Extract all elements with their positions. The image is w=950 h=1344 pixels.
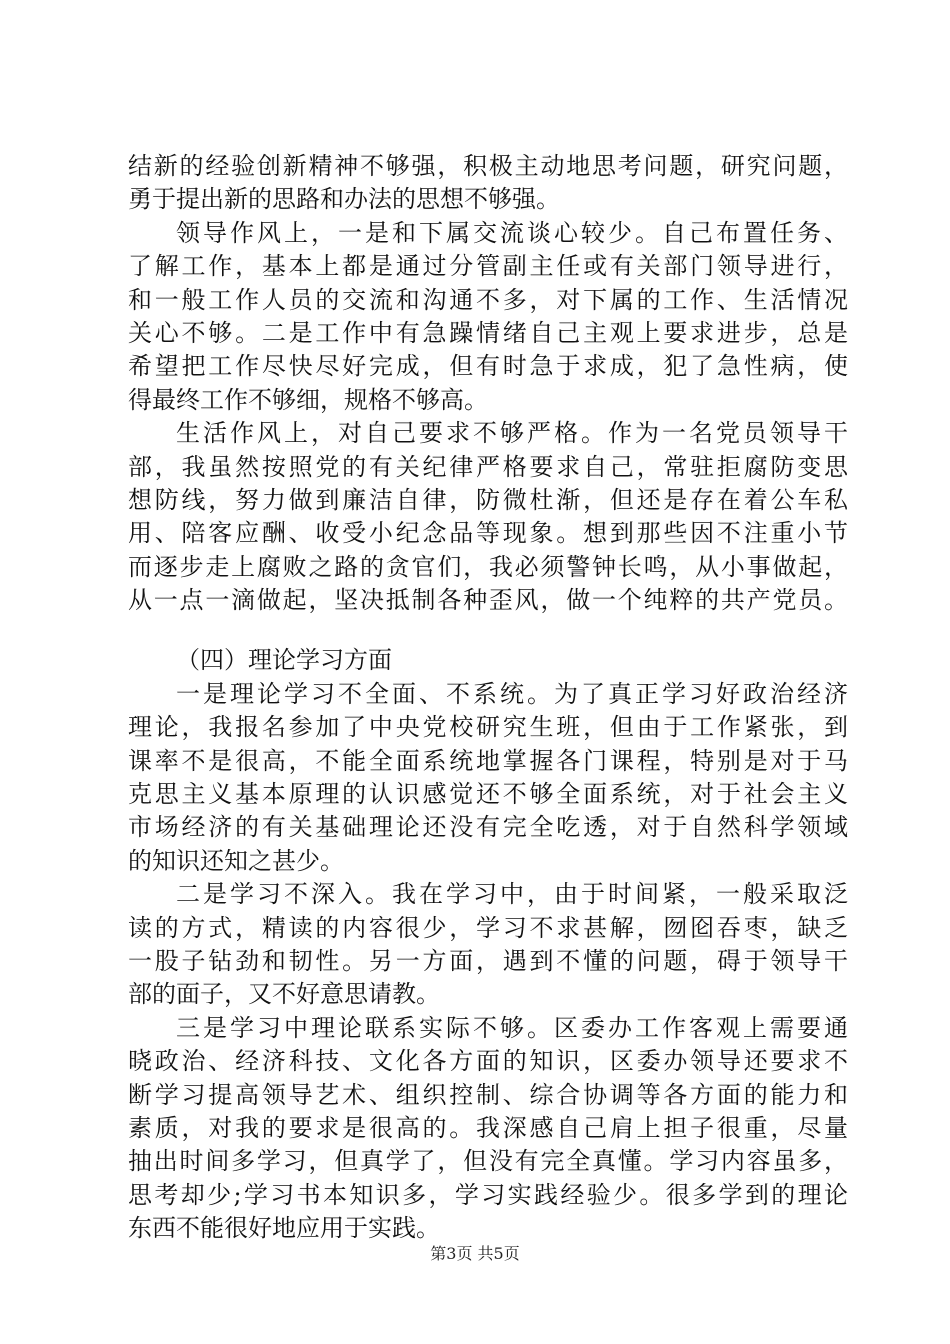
text-line: 了解工作，基本上都是通过分管副主任或有关部门领导进行，	[128, 252, 848, 281]
text-line: 抽出时间多学习，但真学了，但没有完全真懂。学习内容虽多，	[128, 1147, 848, 1176]
text-line: 的知识还知之甚少。	[128, 846, 344, 875]
paragraph-start-line: 领导作风上，一是和下属交流谈心较少。自己布置任务、	[176, 218, 848, 247]
text-line: 和一般工作人员的交流和沟通不多，对下属的工作、生活情况	[128, 285, 848, 314]
paragraph-start-line: 生活作风上，对自己要求不够严格。作为一名党员领导干	[176, 419, 848, 448]
text-line: 市场经济的有关基础理论还没有完全吃透，对于自然科学领域	[128, 813, 848, 842]
text-line: 读的方式，精读的内容很少，学习不求甚解，囫囵吞枣，缺乏	[128, 913, 848, 942]
text-line: 关心不够。二是工作中有急躁情绪自己主观上要求进步，总是	[128, 318, 848, 347]
text-line: 东西不能很好地应用于实践。	[128, 1214, 440, 1243]
section-heading: （四）理论学习方面	[176, 646, 392, 675]
page-number-footer: 第3页 共5页	[430, 1244, 520, 1263]
document-body	[128, 150, 848, 1246]
text-line: 希望把工作尽快尽好完成，但有时急于求成，犯了急性病，使	[128, 352, 848, 381]
text-line: 部，我虽然按照党的有关纪律严格要求自己，常驻拒腐防变思	[128, 452, 848, 481]
text-line: 断学习提高领导艺术、组织控制、综合协调等各方面的能力和	[128, 1080, 848, 1109]
text-line: 晓政治、经济科技、文化各方面的知识，区委办领导还要求不	[128, 1047, 848, 1076]
text-line: 课率不是很高，不能全面系统地掌握各门课程，特别是对于马	[128, 746, 848, 775]
section-gap	[128, 617, 848, 644]
text-line: 素质，对我的要求是很高的。我深感自己肩上担子很重，尽量	[128, 1113, 848, 1142]
paragraph-start-line: 三是学习中理论联系实际不够。区委办工作客观上需要通	[176, 1013, 848, 1042]
text-line: 一股子钻劲和韧性。另一方面，遇到不懂的问题，碍于领导干	[128, 946, 848, 975]
text-line: 用、陪客应酬、收受小纪念品等现象。想到那些因不注重小节	[128, 519, 848, 548]
paragraph-start-line: 一是理论学习不全面、不系统。为了真正学习好政治经济	[176, 679, 848, 708]
text-line: 部的面子，又不好意思请教。	[128, 980, 440, 1009]
text-line: 克思主义基本原理的认识感觉还不够全面系统，对于社会主义	[128, 780, 848, 809]
text-line: 勇于提出新的思路和办法的思想不够强。	[128, 185, 560, 214]
text-line: 而逐步走上腐败之路的贪官们，我必须警钟长鸣，从小事做起，	[128, 552, 848, 581]
text-line: 从一点一滴做起，坚决抵制各种歪风，做一个纯粹的共产党员。	[128, 586, 848, 615]
paragraph-start-line: 二是学习不深入。我在学习中，由于时间紧，一般采取泛	[176, 880, 848, 909]
text-line: 结新的经验创新精神不够强，积极主动地思考问题，研究问题，	[128, 152, 848, 180]
text-line: 思考却少;学习书本知识多，学习实践经验少。很多学到的理论	[128, 1180, 848, 1209]
text-line: 理论，我报名参加了中央党校研究生班，但由于工作紧张，到	[128, 713, 848, 742]
text-line: 得最终工作不够细，规格不够高。	[128, 385, 488, 414]
text-line: 想防线，努力做到廉洁自律，防微杜渐，但还是存在着公车私	[128, 485, 848, 514]
